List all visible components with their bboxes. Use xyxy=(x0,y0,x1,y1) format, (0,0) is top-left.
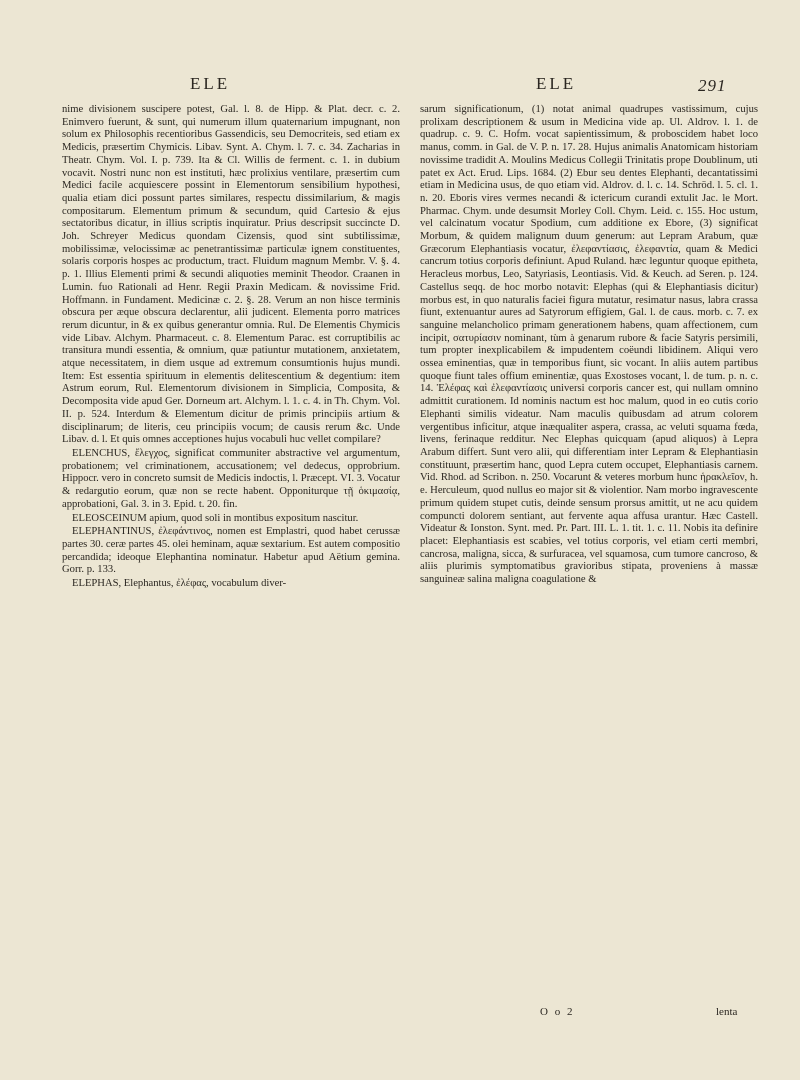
running-head xyxy=(0,74,800,98)
catchword: lenta xyxy=(716,1006,738,1018)
signature-mark: O o 2 xyxy=(540,1006,575,1018)
left-column xyxy=(62,104,400,1034)
right-paragraph-continuation: sarum significationum, (1) notat animal quadrupes vastissimum, cujus prolixam descriptionem & usum in Medicina vide ap. Ul. Aldrov. l. 1. de quadrup. c. 9. C. Hofm. vocat sapientissimum, & proboscidem habet loco manus, comm. in Gal. de V. P. n. 17. 28. Hujus animalis Anatomicam historiam novissime tradidit A. Moulins Medicus Collegii Trinitatis prope Doublinum, uti patet ex Act. Erud. Lips. 1684. (2) Ebur seu dentes Elephanti, decantatissimi etiam in Medicina usus, de quo etiam vid. Aldrov. d. l. c. 14. Schröd. l. 5. cl. 1. n. 20. Eboris vires vermes necandi & ictericum curandi extulit Jac. le Mort. Pharmac. Chym. unde desumsit Morley Coll. Chym. Leid. c. 155. Hoc ustum, vel calcinatum vocatur Spodium, cum additione ex Ebore, (3) significat Morbum, & quidem malignum duum generum: aut Lepram Arabum, quæ Græcorum Elephantiasis vocatur, ἐλεφαντίασις, ἐλεφαντία, quam & Medici cancrum totius corporis definiunt. Apud Ruland. hæc leguntur quoque epitheta, Heracleus morbus, Leo, Satyriasis, Leontiasis. Vid. & Keuch. ad Seren. p. 124. Castellus seqq. de hoc morbo notavit: Elephas (qui & Elephantiasis dicitur) morbus est, in quo naturalis faciei figura mutatur, resimatur nasus, labra crassa fiunt, extenuantur aures ad Satyrorum effigiem, Gal. l. de caus. morb. c. 7. ex sanguine melancholico primam generationem habens, quam affectionem, cum incipit, σατυρίασιν nominant, tùm à genarum rubore & facie Satyris persimili, tum propter inexplicabilem & impudentem coëundi libidinem. Aliqui vero ossea eminentias, quæ in temporibus fiunt, sic vocant. In aliis autem partibus quoque fiunt tales offium eminentiæ, quas Exostoses vocant, l. de tum. p. n. c. 14. Ἐλέφας καὶ ἐλεφαντίασις universi corporis cancer est, qui nullam omnino admittit curationem. Id nominis nactum est hoc malum, quod in eo cutis corio Elephanti similis videatur. Nam maculis quibusdam ad atrum colorem vergentibus inficitur, atque inæqualiter aspera, crassa, ac veluti squama fœda, livens, ferinaque redditur. Nec Elephas quicquam (apud aliquos) à Lepra Arabum differt. Sunt vero alii, qui differentiam inter Lepram & Elephantiasin constituunt, præsertim hanc, quod Lepra cutem occupet, Elephantiasis carnem. Vid. Rhod. ad Scribon. n. 250. Vocarunt & veteres morbum hunc ἡρακλεῖον, h. e. Herculeum, quod nullus eo major sit & violentior. Nam morbo ingravescente primum quidem stupet cutis, deinde sensum prorsus amittit, ut ne acu quidem compuncti dolorem sentiant, aut fervente aqua affusa urantur. Hæc Castell. Videatur & Ionston. Synt. med. Pr. Part. III. L. 1. tit. 1. c. 11. Nobis ita definire placet: Elephantiasis est scabies, vel totius corporis, vel etiam certi membri, cancrosa, maligna, sicca, & surfuracea, vel squamosa, cum tumore cancroso, & aliis plurimis symptomatibus gravioribus stipata, proveniens à massæ sanguineæ salina maligna coagulatione & xyxy=(420,104,758,586)
page-number: 291 xyxy=(698,76,727,95)
running-head-left: ELE xyxy=(190,74,231,93)
running-head-right: ELE xyxy=(536,74,577,93)
entry-elephas: ELEPHAS, Elephantus, ἐλέφας, vocabulum diver- xyxy=(72,578,287,590)
right-column xyxy=(420,104,758,1034)
entry-elenchus: ELENCHUS, ἔλεγχος, significat communiter abstractive vel argumentum, probationem; vel criminationem, accusationem; vel dedecus, opprobrium. Hippocr. vero in concreto sumsit de Medicis indoctis, l. Præcept. VI. 3. Vocatur & redargutio eorum, quæ non se recte habent. Opponiturque τῇ ὁκιμασίᾳ, approbationi, Gal. 3. in 3. Epid. t. 20. fin. xyxy=(62,447,400,510)
text-columns xyxy=(62,104,758,1034)
entry-elephantinus: ELEPHANTINUS, ἐλεφάντινος, nomen est Emplastri, quod habet cerussæ partes 30. ceræ partes 45. olei heminam, aquæ sextarium. Est autem compositio percandida; ideoque Elephantina nominatur. Habetur apud Aëtium gemina. Gorr. p. 133. xyxy=(62,526,400,576)
left-paragraph-continuation: nime divisionem suscipere potest, Gal. l. 8. de Hipp. & Plat. decr. c. 2. Enimvero fuerunt, & sunt, qui numerum illum quaternarium impugnant, non solum ex Philosophis recentioribus Gassendicis, seu Democriteis, sed etiam ex Medicis, præsertim Chymicis. Libav. Synt. A. Chym. l. 7. c. 34. Zacharias in Theatr. Chym. Vol. I. p. 739. Ita & Cl. Willis de ferment. c. 1. in dubium vocavit. Nostri nunc non est instituti, hæc prolixius ventilare, præsertim cum Medici facile acquiescere possint in Elementorum sensibilium hypothesi, qualia etiam dici possunt partes similares, respectu dissimilarium, & magis compositarum. Elementum primum & secundum, quid Cartesio & ejus sectatoribus dicatur, in illius scriptis inquiratur. Prius descripsit succincte D. Joh. Schreyer Medicus quondam Cizensis, quod sint subtilissimæ, mobilissimæ, velocissimæ ac penetrantissimæ particulæ ignem constituentes, solaris corporis hospes ac productum, tract. Fluidum magnum Membr. V. §. 4. p. 1. Illius Elementi primi & secundi aliquoties meminit Theodor. Craanen in Lumin. fuo Rationali ad Henr. Regii Praxin Medicam. & novissime Frid. Hoffmann. in Fundament. Medicinæ c. 2. §. 28. Verum an non hisce terminis obscura per æque obscura declarentur, alii judicent. Elementa porro matrices rerum dicuntur, in & ex quibus generantur omnia. Rul. De Elementis Chymicis vide Libav. Alchym. Pharmaceut. c. 8. Elementum Parac. est corruptibilis ac transitura mundi essentia, & omnium, quæ patiuntur mutationem, anxietatem, atque necessitatem, in diem usque ad extremum consumtionis hujus mundi. Item: Est essentia spirituum in elementis delitescentium & degentium: item Astrum eorum, Rul. Elementorum divisionem in Simplicia, Composita, & Decomposita vide apud Ger. Dorneum art. Alchym. l. 1. c. 4. in Th. Chym. Vol. II. p. 524. Interdum & Elementum dicitur de primis principiis artium & disciplinarum; de literis, ceu principiis vocum; de causis rerum &c. Unde Libav. d. l. Et quis omnes acceptiones hujus vocabuli huc vellet compilare? xyxy=(62,104,400,446)
entry-eleosceinum: ELEOSCEINUM apium, quod soli in montibus expositum nascitur. xyxy=(72,512,359,524)
